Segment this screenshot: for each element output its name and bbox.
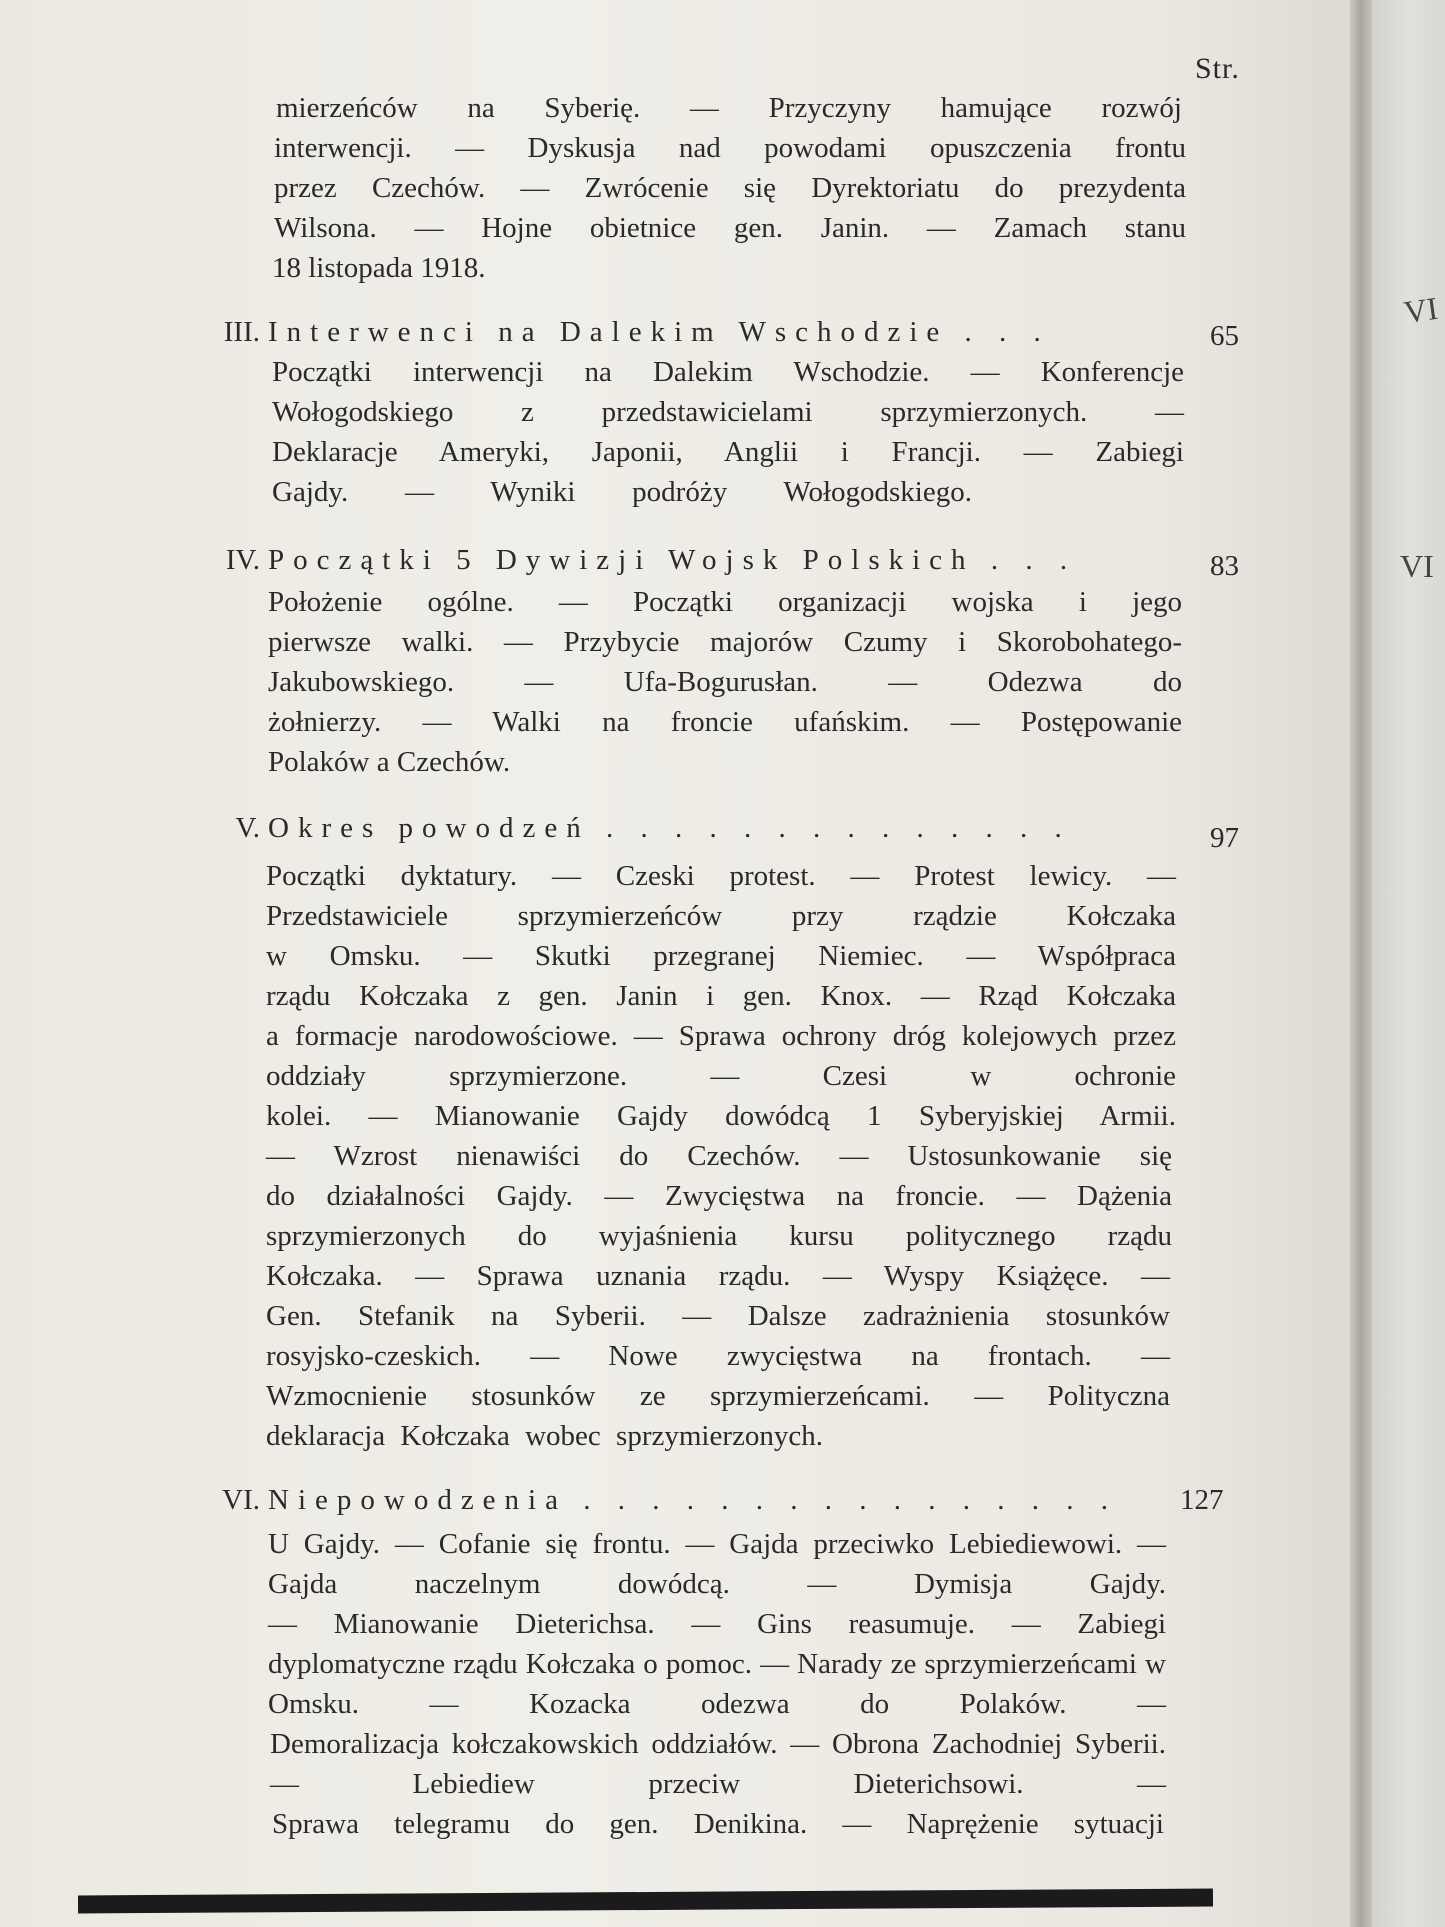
chapter-number: VI. <box>222 1484 260 1516</box>
chapter-summary-line: Polaków a Czechów. <box>268 746 511 778</box>
chapter-summary-line: Deklaracje Ameryki, Japonii, Anglii i Francji. — Zabiegi <box>272 436 1184 468</box>
chapter-summary-line: Wzmocnienie stosunków ze sprzymierzeńcami. — Polityczna <box>266 1380 1170 1412</box>
chapter-summary-line: dyplomatyczne rządu Kołczaka o pomoc. — Narady ze sprzymierzeńcami w Omsku. — Kozacka odezwa do Polaków. — <box>268 1648 1166 1720</box>
chapter-summary-line: U Gajdy. — Cofanie się frontu. — Gajda przeciwko Lebiediewowi. — Gajda naczelnym dowódcą. — Dymisja Gajdy. <box>268 1528 1166 1600</box>
facing-page-number: VI <box>1400 548 1434 584</box>
chapter-summary-line: w Omsku. — Skutki przegranej Niemiec. — Współpraca <box>266 940 1176 972</box>
intro-line: interwencji. — Dyskusja nad powodami opuszczenia frontu <box>274 132 1186 164</box>
facing-page <box>1372 0 1445 1927</box>
chapter-title <box>268 544 1184 577</box>
chapter-title <box>268 316 1184 349</box>
chapter-title <box>268 1484 1172 1517</box>
chapter-summary-line: Demoralizacja kołczakowskich oddziałów. — Obrona Zachodniej Syberii. — Lebiediew przeciw Dieterichsowi. — <box>270 1728 1166 1800</box>
chapter-summary-line: Gajdy. — Wyniki podróży Wołogodskiego. <box>272 476 972 508</box>
leader-dots: . . . . . . . . . . . . . . . . <box>583 1484 1118 1516</box>
chapter-summary-line: rosyjsko-czeskich. — Nowe zwycięstwa na frontach. — <box>266 1340 1170 1372</box>
intro-line: przez Czechów. — Zwrócenie się Dyrektoriatu do prezydenta <box>274 172 1186 204</box>
chapter-number: IV. <box>225 544 260 576</box>
chapter-summary-line: sprzymierzonych do wyjaśnienia kursu politycznego rządu <box>266 1220 1172 1252</box>
leader-dots: . . . . . . . . . . . . . . <box>605 812 1072 844</box>
chapter-summary-line: — Wzrost nienawiści do Czechów. — Ustosunkowanie się <box>266 1140 1172 1172</box>
chapter-summary-line: Początki interwencji na Dalekim Wschodzie. — Konferencje <box>272 356 1184 388</box>
intro-line: Wilsona. — Hojne obietnice gen. Janin. — Zamach stanu <box>274 212 1186 244</box>
intro-line: 18 listopada 1918. <box>272 252 486 284</box>
chapter-summary-line: Przedstawiciele sprzymierzeńców przy rządzie Kołczaka <box>266 900 1176 932</box>
chapter-title-text: Okres powodzeń <box>268 812 590 844</box>
chapter-summary-line: Początki dyktatury. — Czeski protest. — Protest lewicy. — <box>266 860 1176 892</box>
chapter-number: III. <box>223 316 260 348</box>
book-gutter <box>1350 0 1372 1927</box>
chapter-summary-line: Wołogodskiego z przedstawicielami sprzymierzonych. — <box>272 396 1184 428</box>
chapter-summary-line: kolei. — Mianowanie Gajdy dowódcą 1 Syberyjskiej Armii. <box>266 1100 1176 1132</box>
chapter-number: V. <box>235 812 260 844</box>
chapter-page-number: 97 <box>1210 822 1239 854</box>
chapter-title-text: Początki 5 Dywizji Wojsk Polskich <box>268 544 975 576</box>
bottom-rule <box>78 1889 1213 1914</box>
chapter-summary-line: Położenie ogólne. — Początki organizacji wojska i jego <box>268 586 1182 618</box>
chapter-title-text: Interwenci na Dalekim Wschodzie <box>268 316 949 348</box>
chapter-summary-line: do działalności Gajdy. — Zwycięstwa na froncie. — Dążenia <box>266 1180 1172 1212</box>
facing-page-number: VI <box>1401 289 1441 331</box>
chapter-page-number: 127 <box>1180 1484 1224 1516</box>
chapter-page-number: 65 <box>1210 320 1239 352</box>
chapter-summary-line: Kołczaka. — Sprawa uznania rządu. — Wyspy Książęce. — <box>266 1260 1170 1292</box>
chapter-summary-line: — Mianowanie Dieterichsa. — Gins reasumuje. — Zabiegi <box>268 1608 1166 1640</box>
chapter-summary-line: Gen. Stefanik na Syberii. — Dalsze zadrażnienia stosunków <box>266 1300 1170 1332</box>
chapter-title <box>268 812 1184 845</box>
chapter-title-text: Niepowodzenia <box>268 1484 567 1516</box>
chapter-summary-line: deklaracja Kołczaka wobec sprzymierzonych. <box>266 1420 824 1452</box>
intro-line: mierzeńców na Syberię. — Przyczyny hamujące rozwój <box>276 92 1182 124</box>
page-column-label: Str. <box>1195 52 1240 85</box>
chapter-summary-line: rządu Kołczaka z gen. Janin i gen. Knox. — Rząd Kołczaka <box>266 980 1176 1012</box>
leader-dots: . . . <box>990 544 1078 576</box>
chapter-summary-line: żołnierzy. — Walki na froncie ufańskim. — Postępowanie <box>268 706 1182 738</box>
leader-dots: . . . <box>964 316 1051 348</box>
chapter-page-number: 83 <box>1210 550 1239 582</box>
chapter-summary-line: pierwsze walki. — Przybycie majorów Czumy i Skorobohatego-Jakubowskiego. — Ufa-Bogurusłan. — Odezwa do <box>268 626 1182 698</box>
chapter-summary-line: a formacje narodowościowe. — Sprawa ochrony dróg kolejowych przez oddziały sprzymierzone. — Czesi w ochronie <box>266 1020 1176 1092</box>
chapter-summary-line: Sprawa telegramu do gen. Denikina. — Naprężenie sytuacji <box>272 1808 1164 1840</box>
